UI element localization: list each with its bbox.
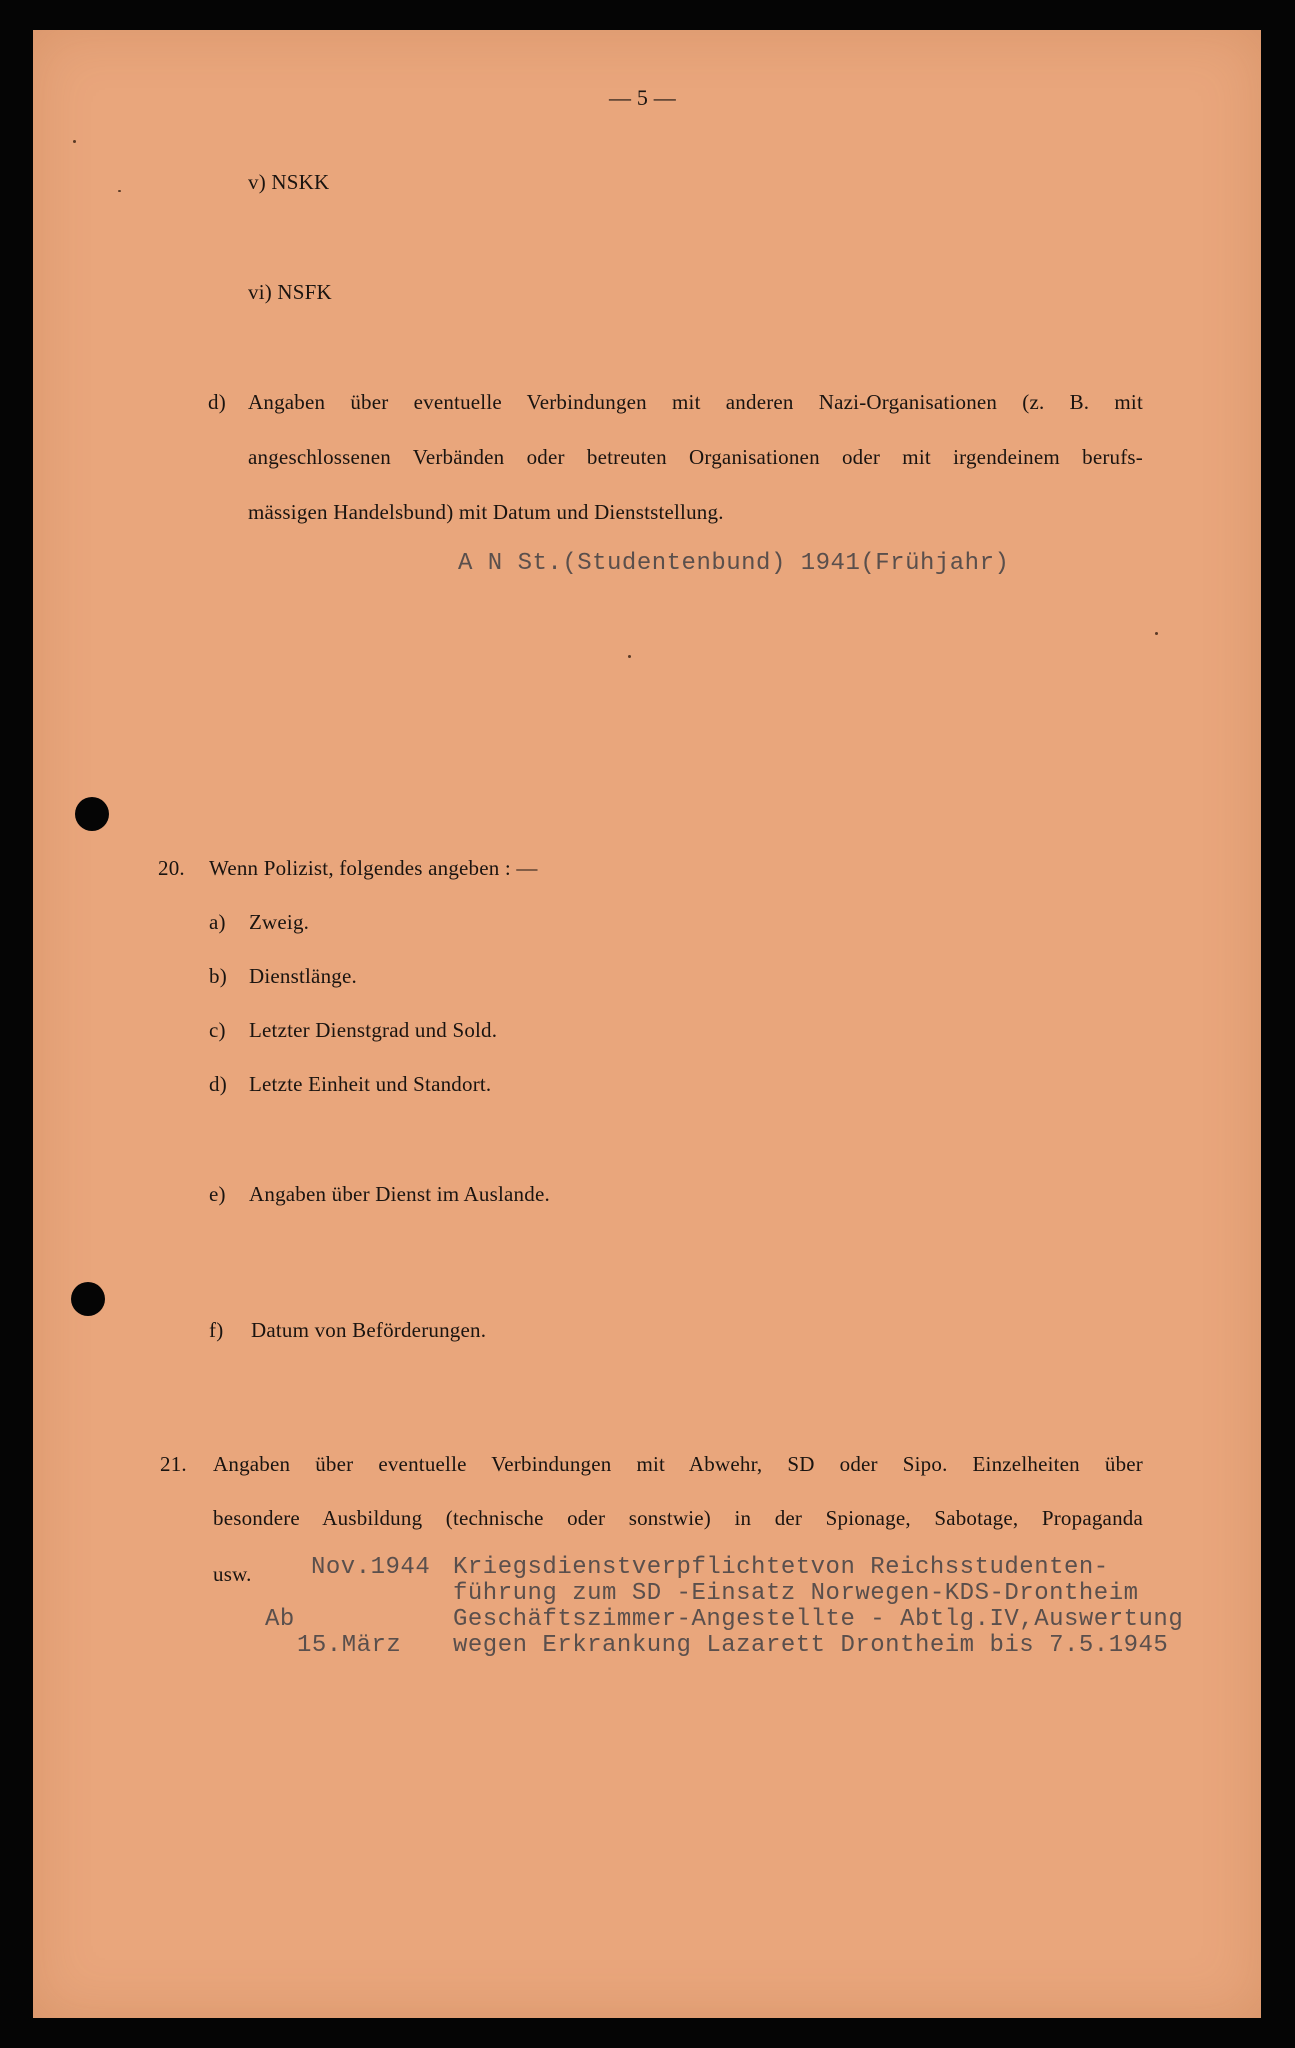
binder-hole-top bbox=[75, 797, 109, 831]
item-d-line3: mässigen Handelsbund) mit Datum und Dienststellung. bbox=[248, 500, 724, 524]
q21-number: 21. bbox=[160, 1452, 187, 1476]
q20-a-text: Zweig. bbox=[249, 910, 310, 934]
q20-e-label: e) bbox=[209, 1182, 226, 1206]
q21-typed-line-2: führung zum SD -Einsatz Norwegen-KDS-Drontheim bbox=[453, 1580, 1139, 1607]
q21-typed-date-4: 15.März bbox=[297, 1632, 402, 1659]
item-d-typed-answer: A N St.(Studentenbund) 1941(Frühjahr) bbox=[458, 550, 1010, 577]
q21-typed-date-1: Nov.1944 bbox=[311, 1554, 431, 1581]
q20-text: Wenn Polizist, folgendes angeben : — bbox=[209, 856, 538, 880]
paper-speck bbox=[1155, 632, 1158, 635]
q20-a-label: a) bbox=[209, 910, 226, 934]
q20-b-label: b) bbox=[209, 964, 227, 988]
q21-typed-line-4: wegen Erkrankung Lazarett Drontheim bis 7.5.1945 bbox=[453, 1632, 1169, 1659]
paper-speck bbox=[118, 190, 121, 192]
item-v-nskk: v) NSKK bbox=[248, 170, 330, 194]
paper-speck bbox=[73, 140, 76, 143]
q21-typed-date-3: Ab bbox=[265, 1606, 295, 1633]
item-vi-nsfk: vi) NSFK bbox=[248, 280, 332, 304]
q21-typed-line-1: Kriegsdienstverpflichtetvon Reichsstudenten- bbox=[453, 1554, 1109, 1581]
q20-c-label: c) bbox=[209, 1018, 226, 1042]
item-d-line2: angeschlossenen Verbänden oder betreuten Organisationen oder mit irgendeinem berufs- bbox=[248, 445, 1143, 469]
q20-e-text: Angaben über Dienst im Auslande. bbox=[249, 1182, 550, 1206]
q20-b-text: Dienstlänge. bbox=[249, 964, 357, 988]
binder-hole-bottom bbox=[71, 1282, 105, 1316]
q21-line1: Angaben über eventuelle Verbindungen mit Abwehr, SD oder Sipo. Einzelheiten über bbox=[213, 1452, 1143, 1476]
q20-c-text: Letzter Dienstgrad und Sold. bbox=[249, 1018, 498, 1042]
q21-typed-line-3: Geschäftszimmer-Angestellte - Abtlg.IV,Auswertung bbox=[453, 1606, 1184, 1633]
item-d-line1: Angaben über eventuelle Verbindungen mit anderen Nazi-Organisationen (z. B. mit bbox=[248, 390, 1143, 414]
q20-d-label: d) bbox=[209, 1072, 227, 1096]
q21-line2: besondere Ausbildung (technische oder sonstwie) in der Spionage, Sabotage, Propaganda bbox=[213, 1506, 1143, 1530]
q21-usw: usw. bbox=[213, 1562, 252, 1586]
q20-number: 20. bbox=[158, 856, 185, 880]
q20-f-text: Datum von Beförderungen. bbox=[251, 1318, 487, 1342]
page-number: — 5 — bbox=[609, 85, 676, 110]
q20-d-text: Letzte Einheit und Standort. bbox=[249, 1072, 492, 1096]
q20-f-label: f) bbox=[209, 1318, 224, 1342]
paper-speck bbox=[628, 655, 631, 658]
item-d-label: d) bbox=[208, 390, 226, 414]
document-page bbox=[33, 30, 1261, 2018]
